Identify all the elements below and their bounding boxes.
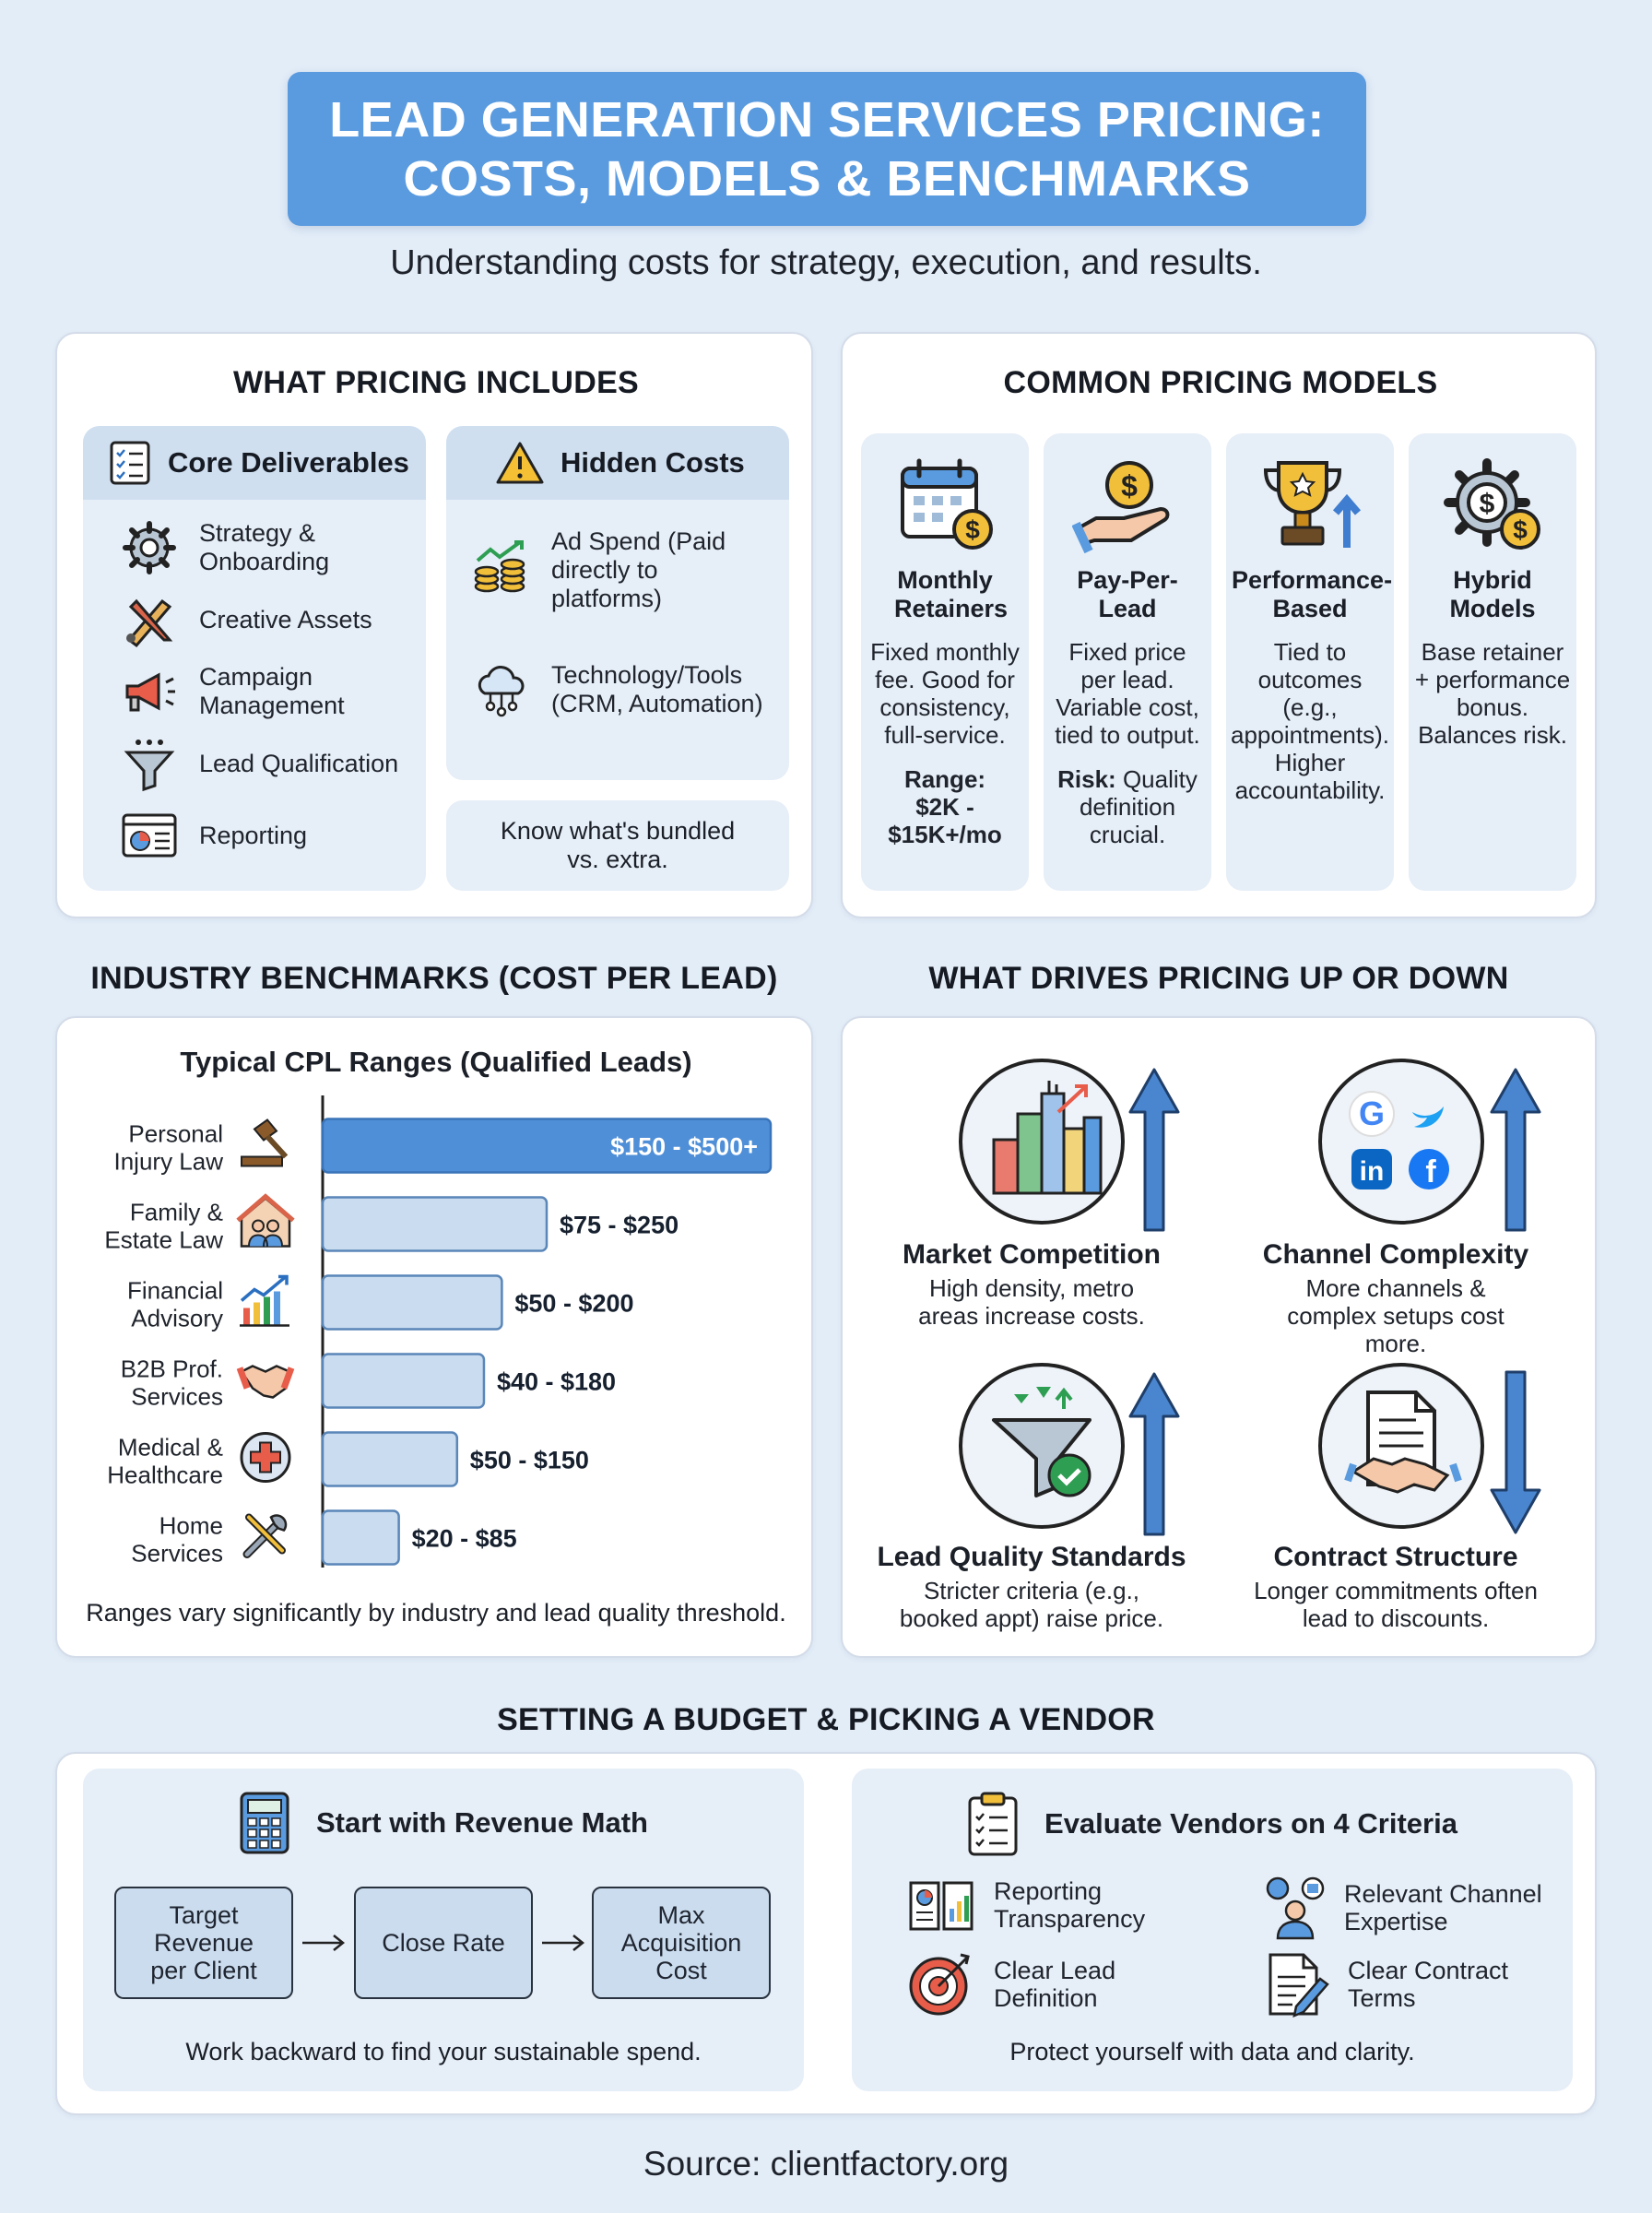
page-title-line2: COSTS, MODELS & BENCHMARKS (403, 150, 1251, 207)
category-label (114, 1120, 224, 1176)
cpl-bar (323, 1198, 547, 1251)
svg-text:$: $ (1121, 469, 1138, 503)
model-extra-value: Quality definition crucial. (1079, 765, 1198, 848)
report-chart-icon (120, 806, 179, 865)
category-label-line: Injury Law (113, 1147, 223, 1176)
category-label-line: Advisory (131, 1304, 223, 1332)
vendor-criteria-panel (852, 1769, 1573, 2091)
driver-desc: High density, metro areas increase costs. (918, 1274, 1145, 1330)
model-performance-based (1226, 433, 1394, 891)
svg-text:f: f (1425, 1154, 1436, 1189)
category-label-line: Personal (128, 1119, 223, 1148)
page-subtitle: Understanding costs for strategy, execution, and results. (390, 243, 1262, 282)
model-extra-label: Range: (903, 765, 986, 793)
criterion-label: Clear Lead Definition (994, 1957, 1116, 2012)
criterion (1265, 1876, 1560, 1940)
core-item (120, 518, 415, 577)
svg-text:in: in (1359, 1156, 1385, 1187)
model-pay-per-lead (1044, 433, 1211, 891)
category-label (131, 1512, 223, 1568)
core-item-label: Strategy & Onboarding (199, 519, 330, 575)
model-title: Pay-Per-Lead (1077, 566, 1178, 622)
flow-step-label: Max Acquisition Cost (620, 1901, 742, 1984)
driver-title: Channel Complexity (1262, 1239, 1529, 1270)
category-label-line: Family & (129, 1198, 223, 1226)
category-label-line: Healthcare (107, 1461, 223, 1489)
model-title: Monthly Retainers (894, 566, 1009, 622)
svg-text:$: $ (1513, 515, 1528, 544)
revenue-math-panel (83, 1769, 804, 2091)
benchmarks-footnote: Ranges vary significantly by industry and lead quality threshold. (86, 1599, 786, 1627)
category-label (127, 1277, 223, 1332)
includes-card (55, 332, 813, 918)
revenue-math-header (83, 1791, 804, 1855)
models-card (841, 332, 1597, 918)
model-desc: Tied to outcomes (e.g., appointments). Higher accountability. (1231, 638, 1389, 804)
gear-dollar-icon (1437, 456, 1548, 557)
megaphone-icon (120, 662, 179, 721)
up-arrow-icon (1127, 1066, 1182, 1232)
growth-chart-icon (240, 1277, 289, 1326)
cpl-bar-label: $20 - $85 (411, 1524, 517, 1553)
core-item (120, 590, 415, 649)
flow-step-label: Close Rate (382, 1929, 505, 1957)
trophy-arrow-icon (1255, 456, 1365, 557)
driver-desc: More channels & complex setups cost more. (1287, 1274, 1504, 1357)
up-arrow-icon (1127, 1370, 1182, 1536)
svg-text:G: G (1358, 1095, 1386, 1132)
cpl-bar-label: $50 - $150 (469, 1446, 589, 1474)
funnel-check-icon (957, 1361, 1127, 1531)
bundled-note-box (446, 800, 789, 891)
category-label-line: Financial (126, 1276, 223, 1305)
flow-step (592, 1887, 771, 1999)
svg-text:$: $ (1479, 489, 1495, 519)
category-label-line: Estate Law (104, 1225, 223, 1254)
category-label-line: Services (131, 1539, 223, 1568)
contract-pen-icon (1265, 1951, 1329, 2018)
cloud-network-icon (472, 660, 531, 719)
driver-title: Lead Quality Standards (877, 1542, 1186, 1572)
budget-card (55, 1752, 1597, 2115)
category-label (107, 1434, 223, 1489)
model-desc: Fixed price per lead. Variable cost, tied to output. (1055, 638, 1200, 749)
vendor-criteria-header (852, 1791, 1573, 1857)
gear-icon (120, 518, 179, 577)
chart-title: Typical CPL Ranges (Qualified Leads) (180, 1046, 692, 1078)
hidden-costs-title: Hidden Costs (560, 446, 745, 479)
criterion-label: Clear Contract Terms (1348, 1957, 1509, 2012)
core-deliverables-panel (83, 426, 426, 891)
driver-title: Contract Structure (1273, 1542, 1518, 1572)
flow-step-label: Target Revenue per Client (150, 1901, 257, 1984)
cpl-bar-label: $50 - $200 (514, 1289, 634, 1318)
core-item (120, 662, 415, 721)
drivers-heading: WHAT DRIVES PRICING UP OR DOWN (928, 961, 1509, 996)
cpl-bar-label: $150 - $500+ (610, 1132, 758, 1161)
driver-contract-structure (1221, 1331, 1599, 1660)
vendor-criteria-note: Protect yourself with data and clarity. (1009, 2038, 1415, 2065)
flow-step (114, 1887, 293, 1999)
category-label-line: Medical & (117, 1433, 223, 1462)
report-book-icon (907, 1876, 975, 1935)
svg-text:$: $ (965, 515, 980, 544)
hidden-item (472, 660, 776, 719)
model-desc: Fixed monthly fee. Good for consistency, full-service. (870, 638, 1020, 749)
driver-channel-complexity (1221, 1018, 1599, 1357)
core-item-label: Lead Qualification (199, 749, 399, 777)
contract-handshake-icon (1316, 1361, 1486, 1531)
category-label (104, 1199, 223, 1254)
right-arrow-icon (540, 1934, 586, 1952)
down-arrow-icon (1488, 1370, 1543, 1536)
up-arrow-icon (1488, 1066, 1543, 1232)
driver-desc: Stricter criteria (e.g., booked appt) raise price. (899, 1577, 1164, 1632)
gavel-icon (242, 1120, 286, 1166)
checklist-icon (109, 440, 151, 486)
bundled-note: Know what's bundled vs. extra. (500, 817, 736, 873)
model-extra-label: Risk: (1057, 765, 1116, 793)
cpl-bar (323, 1511, 399, 1565)
social-channels-icon (1316, 1057, 1486, 1226)
cpl-bar (323, 1355, 484, 1408)
model-hybrid (1409, 433, 1576, 891)
tools-icon (247, 1516, 286, 1555)
model-extra-value: $2K - $15K+/mo (888, 793, 1002, 848)
expert-person-icon (1265, 1876, 1326, 1940)
city-buildings-icon (957, 1057, 1127, 1226)
target-icon (907, 1951, 975, 2018)
flow-step (354, 1887, 533, 1999)
driver-title: Market Competition (902, 1239, 1162, 1270)
model-extra (885, 765, 1005, 848)
hidden-item-label: Technology/Tools (CRM, Automation) (551, 661, 763, 717)
vendor-criteria-title: Evaluate Vendors on 4 Criteria (1044, 1807, 1457, 1840)
category-label-line: B2B Prof. (120, 1355, 223, 1383)
hidden-costs-header (446, 426, 789, 500)
clipboard-checklist-icon (967, 1791, 1019, 1857)
core-item-label: Reporting (199, 821, 308, 849)
criterion (907, 1951, 1239, 2018)
model-monthly-retainers (861, 433, 1029, 891)
hidden-item (472, 527, 776, 613)
cpl-bar (323, 1276, 502, 1330)
budget-heading: SETTING A BUDGET & PICKING A VENDOR (497, 1702, 1155, 1737)
model-title: Performance-Based (1232, 566, 1393, 622)
models-heading: COMMON PRICING MODELS (1003, 365, 1438, 400)
model-extra (1054, 765, 1201, 848)
cpl-bar-label: $75 - $250 (560, 1211, 679, 1239)
cpl-chart (57, 1095, 815, 1612)
warning-icon (496, 441, 544, 485)
brush-pencil-icon (120, 590, 179, 649)
category-label-line: Home (159, 1511, 223, 1540)
hidden-costs-panel (446, 426, 789, 780)
core-item (120, 734, 415, 793)
benchmarks-card (55, 1016, 813, 1658)
category-label-line: Services (131, 1382, 223, 1411)
funnel-icon (120, 734, 179, 793)
model-desc: Base retainer + performance bonus. Balances risk. (1414, 638, 1571, 749)
criterion (907, 1876, 1239, 1935)
core-item-label: Creative Assets (199, 605, 372, 633)
criterion (1265, 1951, 1560, 2018)
calculator-icon (239, 1791, 290, 1855)
handshake-icon (240, 1367, 291, 1398)
calendar-dollar-icon (890, 456, 1000, 557)
cpl-bar (323, 1433, 457, 1486)
hidden-item-label: Ad Spend (Paid directly to platforms) (551, 527, 726, 612)
criterion-label: Reporting Transparency (994, 1877, 1146, 1933)
cpl-bar-label: $40 - $180 (496, 1367, 617, 1396)
model-title: Hybrid Models (1449, 566, 1536, 622)
criterion-label: Relevant Channel Expertise (1344, 1880, 1542, 1935)
coins-growth-icon (472, 537, 531, 596)
driver-desc: Longer commitments often lead to discounts. (1254, 1577, 1538, 1632)
revenue-math-title: Start with Revenue Math (316, 1806, 648, 1839)
page-title-line1: LEAD GENERATION SERVICES PRICING: (329, 91, 1325, 148)
medical-cross-icon (242, 1434, 289, 1482)
revenue-math-note: Work backward to find your sustainable spend. (185, 2038, 702, 2065)
source-credit: Source: clientfactory.org (643, 2145, 1009, 2183)
hand-coin-icon (1072, 456, 1183, 557)
title-banner (288, 72, 1366, 226)
core-deliverables-header (83, 426, 426, 500)
core-item (120, 806, 415, 865)
includes-heading: WHAT PRICING INCLUDES (232, 365, 640, 400)
family-house-icon (238, 1197, 293, 1247)
benchmarks-heading: INDUSTRY BENCHMARKS (COST PER LEAD) (90, 961, 778, 996)
drivers-card (841, 1016, 1597, 1658)
core-deliverables-title: Core Deliverables (168, 446, 409, 479)
right-arrow-icon (301, 1934, 347, 1952)
category-label (121, 1355, 223, 1411)
core-item-label: Campaign Management (199, 663, 345, 719)
driver-lead-quality (843, 1331, 1221, 1660)
driver-market-competition (843, 1018, 1221, 1337)
